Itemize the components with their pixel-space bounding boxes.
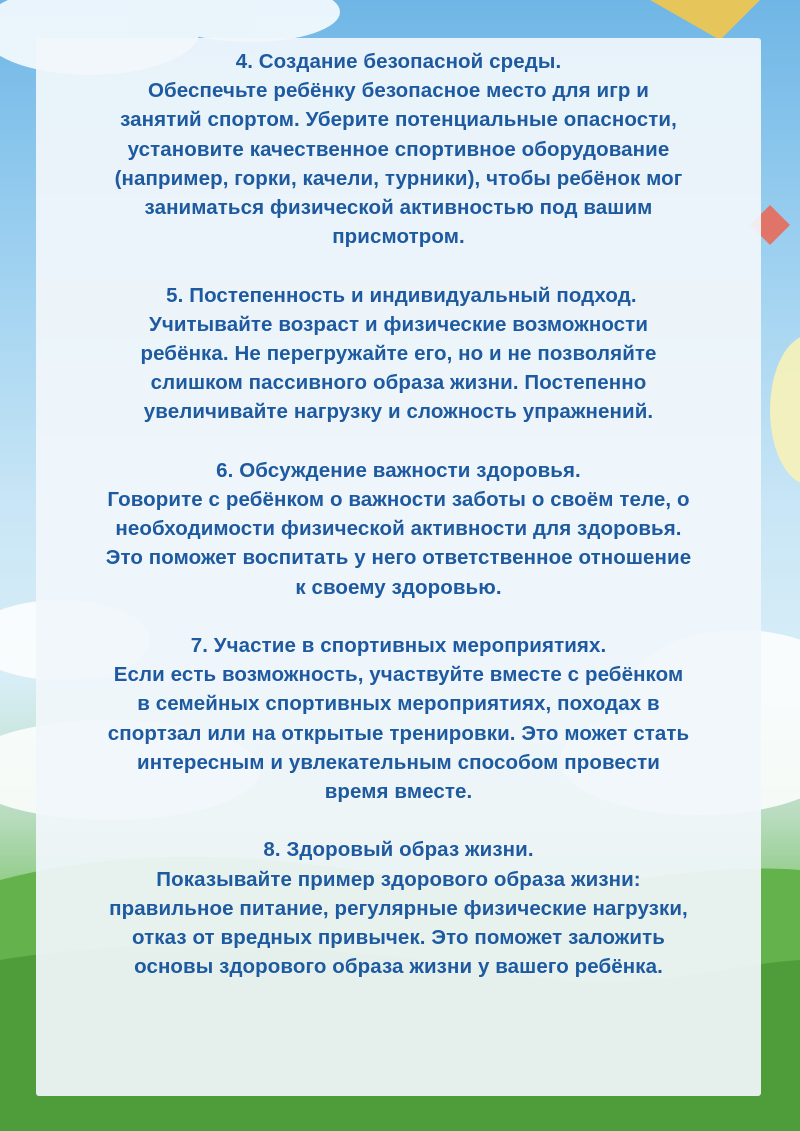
section-text-line: установите качественное спортивное оборудование — [127, 137, 670, 161]
section-heading: 7. Участие в спортивных мероприятиях. — [190, 634, 607, 658]
section-text-line: к своему здоровью. — [295, 575, 502, 599]
section-text-line: слишком пассивного образа жизни. Постепенно — [150, 371, 647, 395]
kite-shape — [650, 0, 760, 40]
section-text-line: Обеспечьте ребёнку безопасное место для игр и — [148, 79, 649, 103]
section-text-line: присмотром. — [332, 225, 465, 249]
advice-section-6 — [40, 456, 757, 602]
section-text-line: в семейных спортивных мероприятиях, походах в — [137, 692, 660, 716]
advice-section-8 — [40, 835, 757, 981]
section-text-line: отказ от вредных привычек. Это поможет заложить — [132, 926, 665, 950]
section-text-line: Если есть возможность, участвуйте вместе с ребёнком — [113, 663, 684, 687]
section-text-line: ребёнка. Не перегружайте его, но и не позволяйте — [140, 342, 657, 366]
advice-content — [40, 47, 757, 1011]
balloon-shape — [770, 335, 800, 485]
section-heading: 8. Здоровый образ жизни. — [263, 838, 534, 862]
section-text-line: время вместе. — [324, 780, 473, 804]
section-text-line: увеличивайте нагрузку и сложность упражнений. — [143, 400, 654, 424]
section-text-line: Это поможет воспитать у него ответственное отношение — [105, 546, 692, 570]
section-text-line: Говорите с ребёнком о важности заботы о своём теле, о — [107, 488, 690, 512]
section-text-line: правильное питание, регулярные физические нагрузки, — [109, 896, 688, 920]
section-text-line: спортзал или на открытые тренировки. Это может стать — [107, 721, 690, 745]
advice-section-5 — [40, 281, 757, 427]
section-heading: 4. Создание безопасной среды. — [235, 50, 562, 73]
section-text-line: занятий спортом. Уберите потенциальные опасности, — [120, 108, 677, 132]
section-text-line: Показывайте пример здорового образа жизни: — [156, 867, 641, 891]
section-text-line: заниматься физической активностью под вашим — [144, 196, 653, 220]
section-heading: 5. Постепенность и индивидуальный подход. — [160, 283, 637, 307]
section-text-line: Учитывайте возраст и физические возможности — [148, 312, 649, 336]
section-text-line: (например, горки, качели, турники), чтобы ребёнок мог — [114, 166, 683, 190]
advice-section-7 — [40, 631, 757, 806]
section-text-line: интересным и увлекательным способом провести — [137, 750, 660, 774]
advice-section-4 — [40, 47, 757, 251]
section-heading: 6. Обсуждение важности здоровья. — [216, 458, 581, 482]
section-text-line: необходимости физической активности для здоровья. — [115, 517, 682, 541]
section-text-line: основы здорового образа жизни у вашего ребёнка. — [134, 955, 663, 979]
